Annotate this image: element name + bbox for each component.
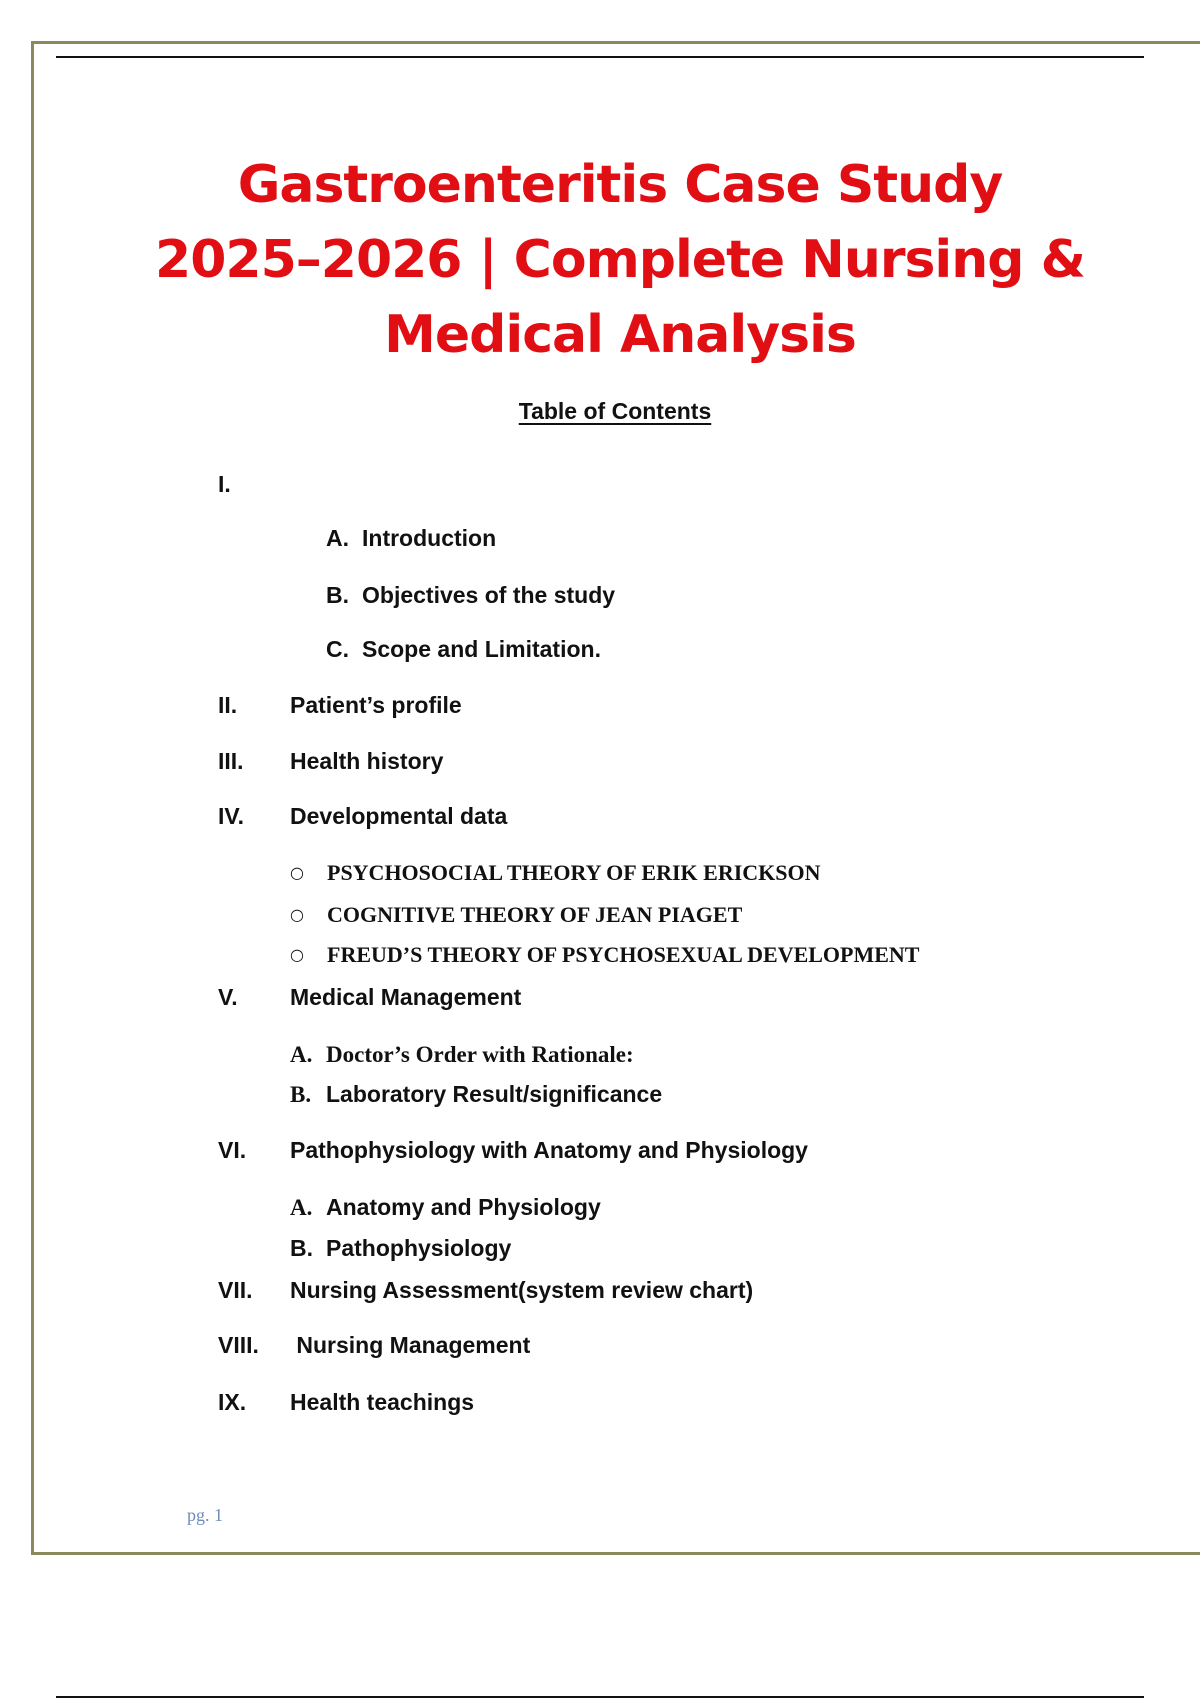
toc-subentry-text: Anatomy and Physiology xyxy=(326,1194,601,1220)
toc-numeral: V. xyxy=(218,984,238,1010)
toc-subentry-letter: A. xyxy=(326,525,349,551)
toc-entry-6[interactable] xyxy=(0,1136,1200,1164)
toc-entry-5[interactable] xyxy=(0,983,1200,1011)
toc-subentry-letter: B. xyxy=(290,1082,312,1107)
toc-entry-text: Nursing Management xyxy=(290,1332,531,1358)
header-rule xyxy=(56,56,1144,58)
toc-entry-4[interactable] xyxy=(0,802,1200,830)
toc-subentry-5a[interactable] xyxy=(290,1040,634,1069)
toc-entry-7[interactable] xyxy=(0,1276,1200,1304)
toc-entry-text: Nursing Assessment(system review chart) xyxy=(290,1277,754,1303)
toc-subentry-5b[interactable] xyxy=(290,1080,662,1109)
toc-entry-1[interactable] xyxy=(0,470,1200,498)
toc-entry-text: Pathophysiology with Anatomy and Physiology xyxy=(290,1137,808,1163)
toc-entry-3[interactable] xyxy=(0,747,1200,775)
page-number: pg. 1 xyxy=(187,1505,223,1525)
toc-entry-text: Patient’s profile xyxy=(290,692,462,718)
toc-entry-2[interactable] xyxy=(0,691,1200,719)
toc-entry-text: Medical Management xyxy=(290,984,522,1010)
toc-bullet-item[interactable] xyxy=(0,859,1200,887)
toc-subentry-text: Objectives of the study xyxy=(362,582,616,608)
toc-entry-text: Health teachings xyxy=(290,1389,475,1415)
circle-bullet-icon: ○ xyxy=(290,863,304,882)
toc-numeral: IV. xyxy=(218,803,245,829)
circle-bullet-icon: ○ xyxy=(290,945,304,964)
toc-bullet-text: PSYCHOSOCIAL THEORY OF ERIK ERICKSON xyxy=(327,860,821,885)
circle-bullet-icon: ○ xyxy=(290,905,304,924)
toc-subentry-text: Pathophysiology xyxy=(326,1235,512,1261)
toc-bullet-text: FREUD’S THEORY OF PSYCHOSEXUAL DEVELOPMENT xyxy=(327,942,920,967)
toc-numeral: III. xyxy=(218,748,244,774)
toc-subentry-letter: A. xyxy=(290,1195,313,1220)
toc-bullet-item[interactable] xyxy=(0,941,1200,969)
toc-bullet-text: COGNITIVE THEORY OF JEAN PIAGET xyxy=(327,902,743,927)
toc-subentry-text: Scope and Limitation. xyxy=(362,636,601,662)
toc-numeral: VII. xyxy=(218,1277,253,1303)
toc-subentry-1c[interactable] xyxy=(326,635,601,663)
toc-subentry-letter: C. xyxy=(326,636,349,662)
toc-subentry-1b[interactable] xyxy=(326,581,615,609)
toc-subentry-letter: B. xyxy=(290,1235,313,1261)
toc-numeral: I. xyxy=(218,471,231,497)
toc-subentry-text: Doctor’s Order with Rationale: xyxy=(326,1042,634,1067)
toc-numeral: VIII. xyxy=(218,1332,259,1358)
toc-numeral: II. xyxy=(218,692,238,718)
toc-subentry-6a[interactable] xyxy=(290,1193,601,1222)
toc-entry-text: Health history xyxy=(290,748,444,774)
document-title: Gastroenteritis Case Study 2025–2026 | Complete Nursing & Medical Analysis xyxy=(155,155,1085,365)
toc-subentry-text: Introduction xyxy=(362,525,497,551)
toc-bullet-item[interactable] xyxy=(0,901,1200,929)
toc-entry-text: Developmental data xyxy=(290,803,508,829)
toc-entry-9[interactable] xyxy=(0,1388,1200,1416)
toc-subentry-1a[interactable] xyxy=(326,524,496,552)
toc-heading: Table of Contents xyxy=(518,398,712,424)
toc-subentry-letter: A. xyxy=(290,1042,313,1067)
toc-subentry-letter: B. xyxy=(326,582,349,608)
footer-rule xyxy=(56,1696,1144,1698)
toc-subentry-text: Laboratory Result/significance xyxy=(326,1081,663,1107)
toc-subentry-6b[interactable] xyxy=(290,1234,511,1262)
toc-numeral: IX. xyxy=(218,1389,247,1415)
toc-numeral: VI. xyxy=(218,1137,247,1163)
toc-entry-8[interactable] xyxy=(0,1331,1200,1359)
